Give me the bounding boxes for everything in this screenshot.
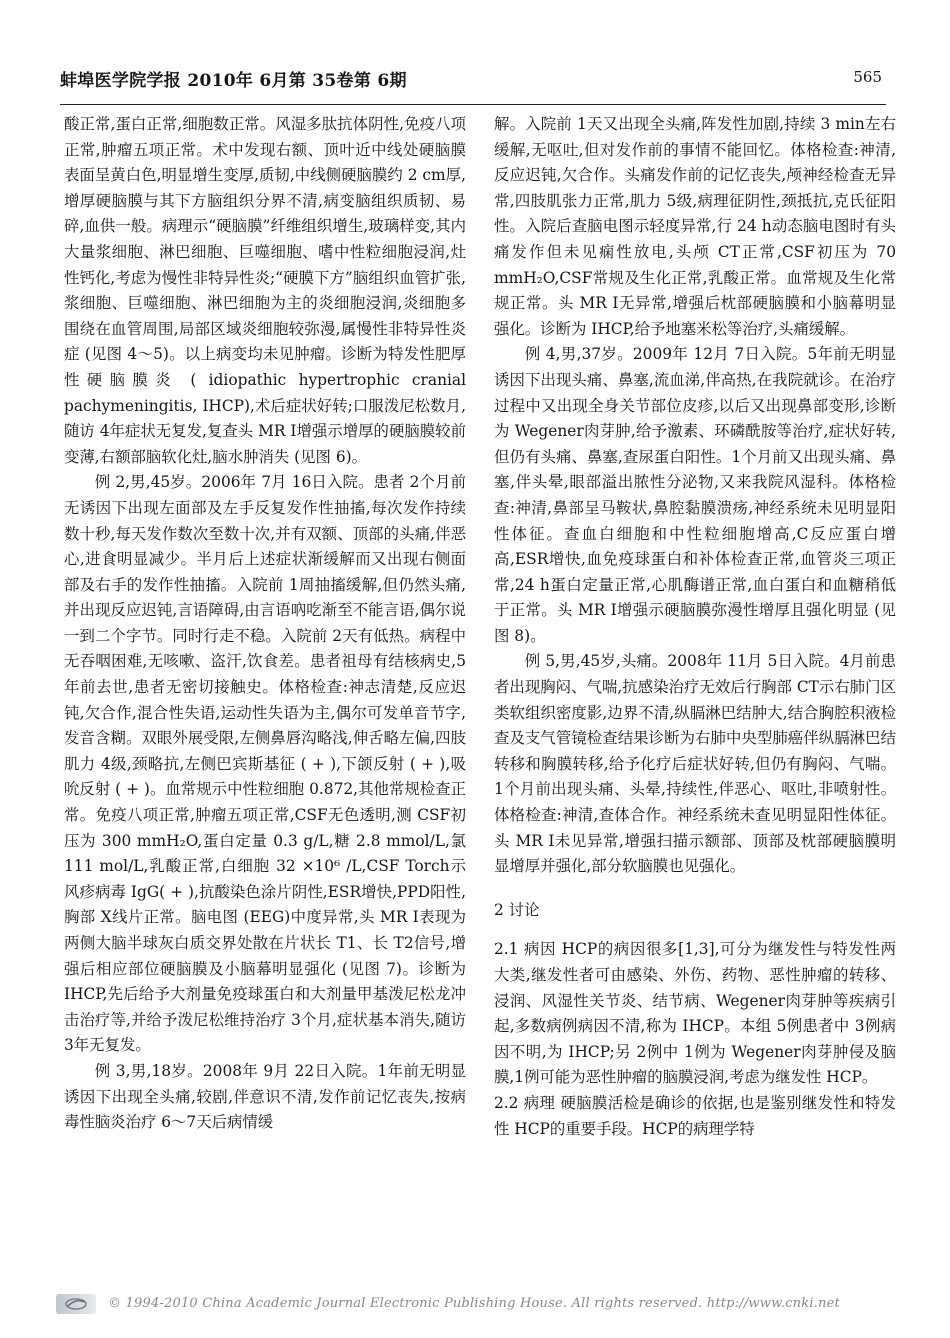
subsection-etiology: 2.1 病因 HCP的病因很多[1,3],可分为继发性与特发性两大类,继发性者可由感染、外伤、药物、恶性肿瘤的转移、浸润、风湿性关节炎、结节病、Wegener肉芽肿等疾病引起,多数病例病因不清,称为 IHCP。本组 5例患者中 3例病因不明,为 IHCP;另 2例中 1例为 Wegener肉芽肿侵及脑膜,1例可能为恶性肿瘤的脑膜浸润,考虑为继发性 HCP。: [494, 940, 896, 1087]
journal-title: 蚌埠医学院学报 2010年 6月第 35卷第 6期: [60, 71, 407, 91]
cnki-logo-icon: [56, 1294, 96, 1314]
case-3-paragraph: 例 3,男,18岁。2008年 9月 22日入院。1年前无明显诱因下出现全头痛,较剧,伴意识不清,发作前记忆丧失,按病毒性脑炎治疗 6～7天后病情缓: [64, 1061, 466, 1132]
right-column: [494, 112, 896, 1142]
subsection-pathology: 2.2 病理 硬脑膜活检是确诊的依据,也是鉴别继发性和特发性 HCP的重要手段。HCP的病理学特: [494, 1093, 896, 1138]
left-column: [64, 112, 466, 1136]
case-3-continued: 解。入院前 1天又出现全头痛,阵发性加剧,持续 3 min左右缓解,无呕吐,但对发作前的事情不能回忆。体格检查:神清,反应迟钝,欠合作。头痛发作前的记忆丧失,颅神经检查无异常,四肢肌张力正常,肌力 5级,病理征阴性,颈抵抗,克氏征阳性。入院后查脑电图示轻度异常,行 24 h动态脑电图时有头痛发作但未见痫性放电,头颅 CT正常,CSF初压为 70 mmH₂O,CSF常规及生化正常,乳酸正常。血常规及生化常规正常。头 MR I无异常,增强后枕部硬脑膜和小脑幕明显强化。诊断为 IHCP,给予地塞米松等治疗,头痛缓解。: [494, 115, 896, 338]
case-5-paragraph: 例 5,男,45岁,头痛。2008年 11月 5日入院。4月前患者出现胸闷、气喘,抗感染治疗无效后行胸部 CT示右肺门区类软组织密度影,边界不清,纵膈淋巴结肿大,结合胸腔积液检查及支气管镜检查结果诊断为右肺中央型肺癌伴纵膈淋巴结转移和胸膜转移,给予化疗后症状好转,但仍有胸闷、气喘。1个月前出现头痛、头晕,持续性,伴恶心、呕吐,非喷射性。体格检查:神清,查体合作。神经系统未查见明显阳性体征。头 MR I未见异常,增强扫描示额部、顶部及枕部硬脑膜明显增厚并强化,部分软脑膜也见强化。: [494, 652, 896, 876]
case-2-paragraph: 例 2,男,45岁。2006年 7月 16日入院。患者 2个月前无诱因下出现左面部及左手反复发作性抽搐,每次发作持续数十秒,每天发作数次至数十次,并有双额、顶部的头痛,伴恶心,进食明显减少。半月后上述症状渐缓解而又出现右侧面部及右手的发作性抽搐。入院前 1周抽搐缓解,但仍然头痛,并出现反应迟钝,言语障碍,由言语吶吃渐至不能言语,偶尔说一到二个字节。同时行走不稳。入院前 2天有低热。病程中无吞咽困难,无咳嗽、盗汗,饮食差。患者祖母有结核病史,5年前去世,患者无密切接触史。体格检查:神志清楚,反应迟钝,欠合作,混合性失语,运动性失语为主,偶尔可发单音节字,发音含糊。双眼外展受限,左侧鼻唇沟略浅,伸舌略左偏,四肢肌力 4级,颈略抗,左侧巴宾斯基征 ( + ),下颌反射 ( + ),吸吮反射 ( + )。血常规示中性粒细胞 0.872,其他常规检查正常。免疫八项正常,肿瘤五项正常,CSF无色透明,测 CSF初压为 300 mmH₂O,蛋白定量 0.3 g/L,糖 2.8 mmol/L,氯 111 mol/L,乳酸正常,白细胞 32 ×10⁶ /L,CSF Torch示风疹病毒 IgG( + ),抗酸染色涂片阴性,ESR增快,PPD阳性,胸部 X线片正常。脑电图 (EEG)中度异常,头 MR I表现为两侧大脑半球灰白质交界处散在片状长 T1、长 T2信号,增强后相应部位硬脑膜及小脑幕明显强化 (见图 7)。诊断为 IHCP,先后给予大剂量免疫球蛋白和大剂量甲基泼尼松龙冲击治疗等,并给予泼尼松维持治疗 3个月,症状基本消失,随访 3年无复发。: [64, 473, 466, 1055]
running-head: [60, 62, 886, 105]
footer: [56, 1294, 916, 1316]
copyright-notice: © 1994-2010 China Academic Journal Electronic Publishing House. All rights reserved. http://www.cnki.net: [108, 1296, 840, 1311]
section-heading-discussion: 2 讨论: [494, 900, 540, 919]
case-4-paragraph: 例 4,男,37岁。2009年 12月 7日入院。5年前无明显诱因下出现头痛、鼻塞,流血涕,伴高热,在我院就诊。在治疗过程中又出现全身关节部位皮疹,以后又出现鼻部变形,诊断为 Wegener肉芽肿,给予激素、环磷酰胺等治疗,症状好转,但仍有头痛、鼻塞,查尿蛋白阳性。1个月前又出现头痛、鼻塞,伴头晕,眼部溢出脓性分泌物,又来我院风湿科。体格检查:神清,鼻部呈马鞍状,鼻腔黏膜溃疡,神经系统未见明显阳性体征。查血白细胞和中性粒细胞增高,C反应蛋白增高,ESR增快,血免疫球蛋白和补体检查正常,血管炎三项正常,24 h蛋白定量正常,心肌酶谱正常,血白蛋白和血糖稍低于正常。头 MR I增强示硬脑膜弥漫性增厚且强化明显 (见图 8)。: [494, 345, 896, 645]
page-number: 565: [853, 68, 882, 86]
body-paragraph: 酸正常,蛋白正常,细胞数正常。风湿多肽抗体阴性,免疫八项正常,肿瘤五项正常。术中发现右额、顶叶近中线处硬脑膜表面呈黄白色,明显增生变厚,质韧,中线侧硬脑膜约 2 cm厚,增厚硬脑膜与其下方脑组织分界不清,病变脑组织质韧、易碎,血供一般。病理示“硬脑膜”纤维组织增生,玻璃样变,其内大量浆细胞、淋巴细胞、巨噬细胞、嗜中性粒细胞浸润,灶性钙化,考虑为慢性非特异性炎;“硬膜下方”脑组织血管扩张,浆细胞、巨噬细胞、淋巴细胞为主的炎细胞浸润,炎细胞多围绕在血管周围,局部区域炎细胞较弥漫,属慢性非特异性炎症 (见图 4～5)。以上病变均未见肿瘤。诊断为特发性肥厚性硬脑膜炎 ( idiopathic hypertrophic cranial pachymeningitis, IHCP),术后症状好转;口服泼尼松数月,随访 4年症状无复发,复查头 MR I增强示增厚的硬脑膜较前变薄,右额部脑软化灶,脑水肿消失 (见图 6)。: [64, 115, 466, 466]
